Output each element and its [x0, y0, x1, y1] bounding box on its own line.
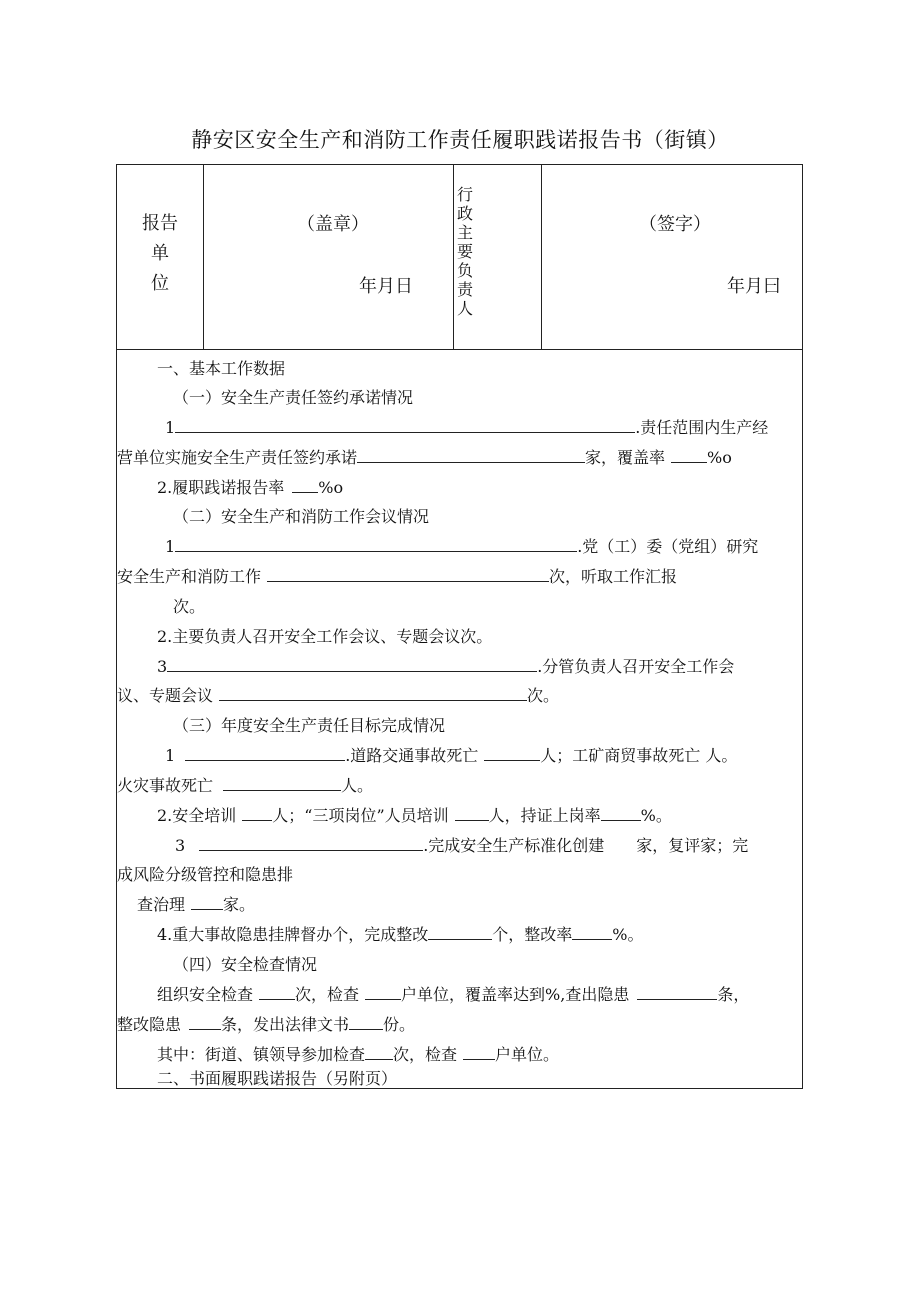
form-line [117, 1015, 415, 1035]
line-text: 家，覆盖率 [585, 448, 666, 467]
form-line [157, 925, 644, 945]
line-text: 次，检查 [393, 1045, 458, 1064]
form-line [137, 895, 255, 915]
line-text: 条， [717, 985, 750, 1004]
line-text: .党（工）委（党组）研究 [577, 537, 759, 556]
seal-date: 年月日 [359, 276, 413, 297]
fill-blank[interactable] [463, 1045, 495, 1060]
line-text: 人；“三项岗位”人员培训 [272, 806, 449, 825]
fill-blank[interactable] [671, 448, 707, 463]
form-line [117, 448, 732, 468]
line-text: 条，发出法律文书 [221, 1015, 350, 1034]
form-line [165, 746, 737, 766]
form-line [165, 537, 758, 557]
form-line [157, 806, 672, 826]
line-text: 份。 [383, 1015, 416, 1034]
signature-placeholder: （签字） [639, 214, 711, 235]
fill-blank[interactable] [167, 657, 537, 672]
fill-blank[interactable] [259, 985, 295, 1000]
line-text: .分管负责人召开安全工作会 [537, 657, 735, 676]
form-line [157, 478, 343, 498]
fill-blank[interactable] [572, 925, 612, 940]
leader-label-char: 行 [456, 185, 473, 204]
fill-blank[interactable] [484, 746, 540, 761]
line-text: 2.安全培训 [157, 806, 237, 825]
line-text: 整改隐患 [117, 1015, 182, 1034]
divider [117, 349, 802, 350]
leader-label-char: 人 [456, 299, 473, 318]
item-number: 3 [157, 657, 168, 676]
line-text: %。 [640, 806, 672, 825]
line-text: 其中：街道、镇领导参加检查 [157, 1045, 366, 1064]
line-text: %o [707, 448, 732, 467]
divider [453, 165, 454, 349]
line-text: 营单位实施安全生产责任签约承诺 [117, 448, 358, 467]
signature-date: 年月曰 [727, 276, 781, 297]
form-line [157, 1045, 559, 1065]
leader-label-char: 主 [456, 223, 473, 242]
report-unit-label-line: 位 [151, 273, 169, 294]
form-line [157, 985, 749, 1005]
fill-blank[interactable] [242, 806, 272, 821]
line-text: 个，整改率 [492, 925, 573, 944]
line-text: %。 [612, 925, 644, 944]
fill-blank[interactable] [455, 806, 489, 821]
line-text: 户单位。 [495, 1045, 560, 1064]
item-number: 1 [165, 418, 176, 437]
item-number: 1 [165, 746, 176, 765]
fill-blank[interactable] [267, 567, 549, 582]
line-text: 火灾事故死亡 [117, 776, 214, 795]
fill-blank[interactable] [175, 537, 577, 552]
item-number: 3 [175, 836, 186, 855]
report-unit-label-line: 报告 [142, 213, 178, 234]
form-line [157, 657, 734, 677]
leader-label [456, 185, 474, 318]
subsection-heading: （四）安全检查情况 [173, 955, 318, 974]
leader-label-char: 要 [456, 242, 473, 261]
line-text: .道路交通事故死亡 [345, 746, 479, 765]
line-text: 次。 [173, 597, 206, 616]
fill-blank[interactable] [191, 895, 223, 910]
item-number: 1 [165, 537, 176, 556]
line-text: 次，检查 [295, 985, 360, 1004]
line-text: .完成安全生产标准化创建 家，复评家；完 [423, 836, 749, 855]
subsection-heading: （三）年度安全生产责任目标完成情况 [173, 716, 446, 735]
subsection-heading: （一）安全生产责任签约承诺情况 [173, 388, 414, 407]
line-text: 人，持证上岗率 [488, 806, 601, 825]
line-text: 次，听取工作汇报 [549, 567, 678, 586]
divider [203, 165, 204, 349]
fill-blank[interactable] [175, 418, 635, 433]
fill-blank[interactable] [637, 985, 717, 1000]
fill-blank[interactable] [601, 806, 641, 821]
leader-label-char: 负 [456, 261, 473, 280]
page-title: 静安区安全生产和消防工作责任履职践诺报告书（街镇） [191, 128, 729, 152]
line-text: 组织安全检查 [157, 985, 254, 1004]
fill-blank[interactable] [199, 836, 423, 851]
line-text: 2.履职践诺报告率 [157, 478, 285, 497]
fill-blank[interactable] [365, 985, 401, 1000]
line-text: 户单位，覆盖率达到%,查出隐患 [401, 985, 630, 1004]
fill-blank[interactable] [349, 1015, 383, 1030]
leader-label-char: 政 [456, 204, 473, 223]
report-unit-label [135, 209, 185, 299]
line-text: 4.重大事故隐患挂牌督办个，完成整改 [157, 925, 429, 944]
line-text: 家。 [223, 895, 256, 914]
form-line [117, 686, 559, 706]
section-heading: 二、书面履职践诺报告（另附页） [157, 1069, 398, 1088]
line-text: 2.主要负责人召开安全工作会议、专题会议次。 [157, 627, 493, 646]
fill-blank[interactable] [223, 776, 341, 791]
line-text: 议、专题会议 [117, 686, 214, 705]
seal-placeholder: （盖章） [297, 214, 369, 235]
leader-label-char: 责 [456, 280, 473, 299]
report-unit-label-line: 单 [151, 243, 169, 264]
line-text: %o [318, 478, 344, 497]
subsection-heading: （二）安全生产和消防工作会议情况 [173, 507, 430, 526]
line-text: 人。 [341, 776, 374, 795]
form-line [175, 836, 748, 856]
divider [541, 165, 542, 349]
line-text: 人；工矿商贸事故死亡 人。 [540, 746, 738, 765]
line-text: 成风险分级管控和隐患排 [117, 865, 294, 884]
fill-blank[interactable] [357, 448, 585, 463]
line-text: .责任范围内生产经 [635, 418, 769, 437]
fill-blank[interactable] [365, 1045, 393, 1060]
form-line [117, 776, 373, 796]
line-text: 次。 [527, 686, 560, 705]
form-line [165, 418, 768, 438]
fill-blank[interactable] [292, 478, 318, 493]
fill-blank[interactable] [189, 1015, 221, 1030]
form-line [117, 567, 677, 587]
line-text: 查治理 [137, 895, 186, 914]
fill-blank[interactable] [219, 686, 527, 701]
line-text: 安全生产和消防工作 [117, 567, 262, 586]
fill-blank[interactable] [185, 746, 345, 761]
report-form-table [116, 164, 803, 1089]
section-heading: 一、基本工作数据 [157, 359, 286, 378]
fill-blank[interactable] [428, 925, 492, 940]
